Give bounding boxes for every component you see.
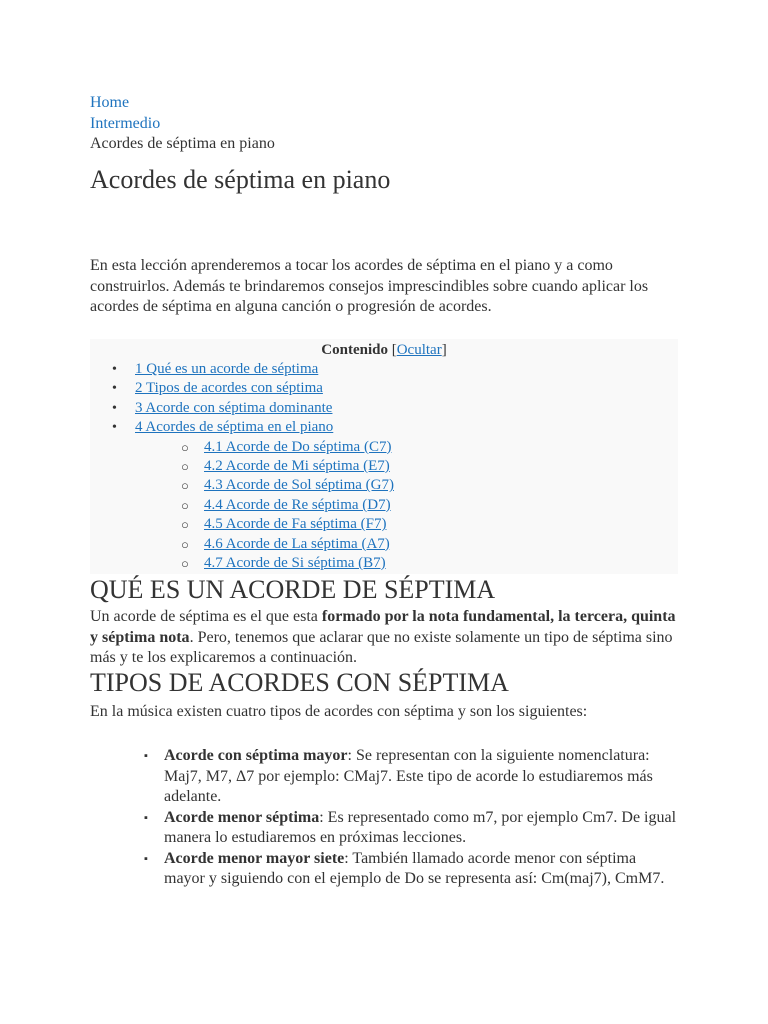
toc-subitem bbox=[90, 457, 678, 476]
toc-sublist bbox=[90, 438, 678, 574]
toc-toggle-close: ] bbox=[441, 342, 447, 358]
list-item bbox=[90, 808, 680, 849]
toc-list bbox=[90, 360, 678, 573]
bullet-circle: ○ bbox=[181, 497, 189, 513]
section-paragraph-tipos: En la música existen cuatro tipos de acordes con séptima y son los siguientes: bbox=[90, 703, 588, 720]
toc-toggle-link[interactable]: Ocultar bbox=[396, 342, 442, 358]
bullet-dot: • bbox=[112, 362, 117, 377]
chord-type-desc: : Se representan con la siguiente nomenclatura: Maj7, M7, Δ7 por ejemplo: CMaj7. Este tipo de acorde lo estudiaremos más adelante. bbox=[164, 747, 653, 805]
section-paragraph-que-es bbox=[90, 607, 680, 669]
breadcrumb-home-link[interactable]: Home bbox=[90, 94, 130, 111]
section-heading-tipos: TIPOS DE ACORDES CON SÉPTIMA bbox=[90, 668, 509, 697]
toc-link-4-1[interactable]: 4.1 Acorde de Do séptima (C7) bbox=[204, 438, 392, 455]
breadcrumb-home bbox=[90, 93, 129, 113]
page-title: Acordes de séptima en piano bbox=[90, 165, 391, 194]
bullet-circle: ○ bbox=[181, 556, 189, 572]
bullet-circle: ○ bbox=[181, 478, 189, 494]
toc-item bbox=[90, 379, 678, 398]
breadcrumb-intermedio-link[interactable]: Intermedio bbox=[90, 115, 161, 132]
text-segment: Un acorde de séptima es el que esta bbox=[90, 608, 322, 625]
toc-link-2[interactable]: 2 Tipos de acordes con séptima bbox=[135, 380, 323, 397]
toc-title: Contenido bbox=[321, 342, 388, 358]
bullet-dot: • bbox=[112, 381, 117, 397]
breadcrumb-current: Acordes de séptima en piano bbox=[90, 135, 275, 152]
text-bold-segment: formado por la nota fundamental, la tercera, quinta y séptima nota bbox=[90, 608, 676, 646]
toc-link-3[interactable]: 3 Acorde con séptima dominante bbox=[135, 399, 333, 416]
toc-link-4[interactable]: 4 Acordes de séptima en el piano bbox=[135, 419, 334, 436]
text-segment: . Pero, tenemos que aclarar que no existe solamente un tipo de séptima sino más y te los explicaremos a continuación. bbox=[90, 628, 673, 666]
toc-subitem bbox=[90, 554, 678, 573]
section-heading-que-es: QUÉ ES UN ACORDE DE SÉPTIMA bbox=[90, 575, 496, 604]
bullet-dot: • bbox=[112, 400, 117, 416]
bullet-circle: ○ bbox=[181, 517, 189, 533]
table-of-contents bbox=[90, 339, 678, 574]
toc-subitem bbox=[90, 535, 678, 554]
toc-link-1[interactable]: 1 Qué es un acorde de séptima bbox=[135, 361, 319, 377]
breadcrumb-intermedio bbox=[90, 114, 160, 134]
toc-subitem bbox=[90, 515, 678, 534]
chord-type-desc: : Es representado como m7, por ejemplo Cm7. De igual manera lo estudiaremos en próximas lecciones. bbox=[164, 808, 677, 846]
toc-header bbox=[90, 339, 678, 360]
bullet-circle: ○ bbox=[181, 536, 189, 552]
list-item bbox=[90, 746, 680, 808]
bullet-circle: ○ bbox=[181, 459, 189, 475]
toc-subitem bbox=[90, 476, 678, 495]
bullet-circle: ○ bbox=[181, 439, 189, 455]
chord-type-desc: : También llamado acorde menor con séptima mayor y siguiendo con el ejemplo de Do se representa así: Cm(maj7), CmM7. bbox=[164, 849, 665, 887]
toc-toggle-open: [ bbox=[391, 342, 397, 358]
chord-type-name: Acorde menor séptima bbox=[164, 808, 320, 826]
chord-type-name: Acorde con séptima mayor bbox=[164, 747, 348, 764]
toc-link-4-5[interactable]: 4.5 Acorde de Fa séptima (F7) bbox=[204, 516, 387, 533]
chord-types-list bbox=[90, 746, 680, 890]
toc-link-4-2[interactable]: 4.2 Acorde de Mi séptima (E7) bbox=[204, 458, 390, 475]
toc-subitem bbox=[90, 496, 678, 515]
bullet-dot: • bbox=[112, 420, 117, 436]
toc-link-4-7[interactable]: 4.7 Acorde de Si séptima (B7) bbox=[204, 555, 386, 572]
toc-link-4-6[interactable]: 4.6 Acorde de La séptima (A7) bbox=[204, 535, 390, 552]
toc-item bbox=[90, 418, 678, 573]
bullet-square: ▪ bbox=[144, 750, 148, 762]
bullet-square: ▪ bbox=[144, 811, 148, 824]
intro-paragraph: En esta lección aprenderemos a tocar los acordes de séptima en el piano y a como construirlos. Además te brindaremos consejos imprescindibles sobre cuando aplicar los acordes de séptima en alguna canción o progresión de acordes. bbox=[90, 257, 649, 315]
toc-item bbox=[90, 399, 678, 418]
bullet-square: ▪ bbox=[144, 852, 148, 865]
list-item bbox=[90, 849, 680, 890]
toc-link-4-4[interactable]: 4.4 Acorde de Re séptima (D7) bbox=[204, 496, 391, 513]
toc-item bbox=[90, 360, 678, 379]
toc-subitem bbox=[90, 438, 678, 457]
toc-link-4-3[interactable]: 4.3 Acorde de Sol séptima (G7) bbox=[204, 477, 394, 494]
chord-type-name: Acorde menor mayor siete bbox=[164, 849, 345, 867]
